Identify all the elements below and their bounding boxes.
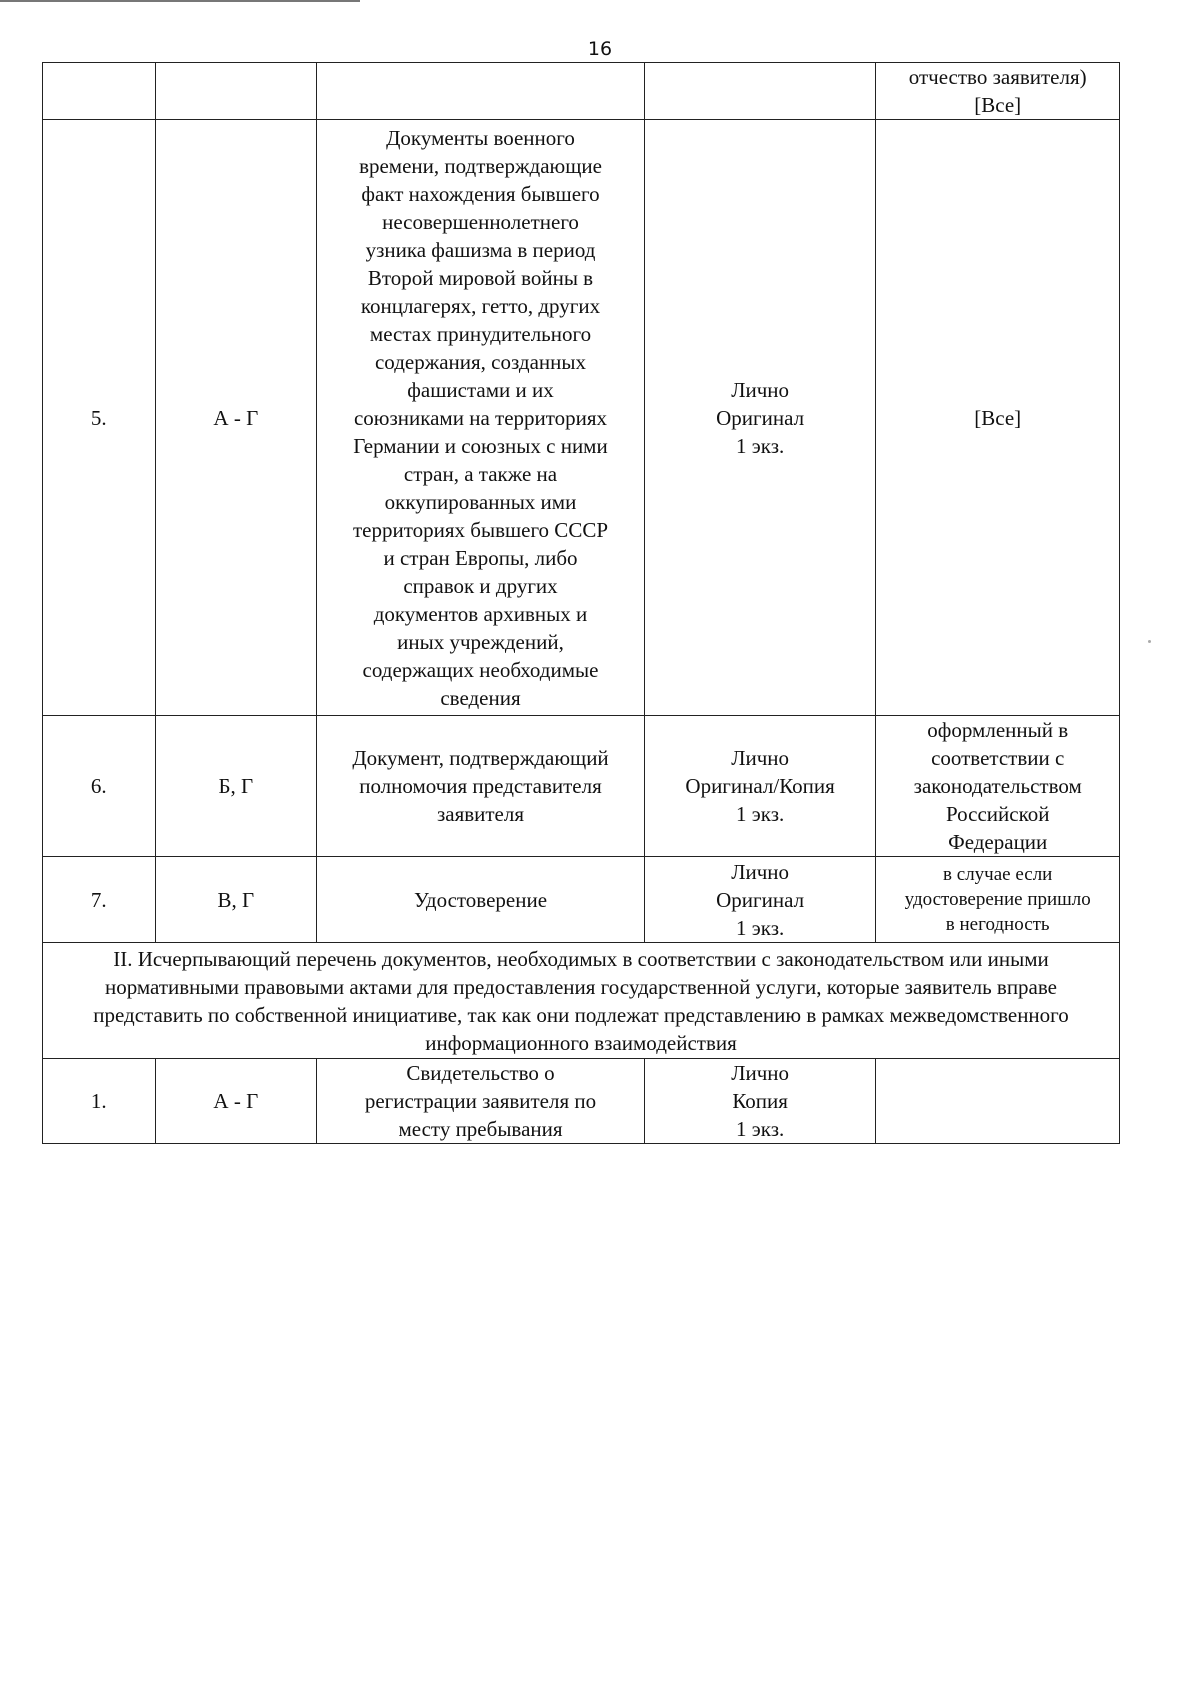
table-section-header bbox=[43, 943, 1120, 1059]
cell-form bbox=[644, 63, 876, 120]
table-row-continuation bbox=[43, 63, 1120, 120]
cell-document: Документы военного времени, подтверждающие факт нахождения бывшего несовершеннолетнего узника фашизма в период Второй мировой войны в концлагерях, гетто, других местах принудительного содержания, созданных фашистами и их союзниками на территориях Германии и союзных с ними стран, а также на оккупированных ими территориях бывшего СССР и стран Европы, либо справок и других документов архивных и иных учреждений, содержащих необходимые сведения bbox=[317, 120, 645, 716]
scan-edge-line bbox=[0, 0, 360, 2]
cell-note: [Все] bbox=[876, 120, 1120, 716]
table-row-7 bbox=[43, 857, 1120, 943]
page-number: 16 bbox=[587, 38, 613, 60]
cell-note: в случае если удостоверение пришло в негодность bbox=[876, 857, 1120, 943]
cell-note bbox=[876, 1059, 1120, 1144]
section-2-title: II. Исчерпывающий перечень документов, необходимых в соответствии с законодательством или иными нормативными правовыми актами для предоставления государственной услуги, которые заявитель вправе представить по собственной инициативе, так как они подлежат представлению в рамках межведомственного информационного взаимодействия bbox=[43, 943, 1120, 1059]
table-row-5 bbox=[43, 120, 1120, 716]
cell-categories: Б, Г bbox=[155, 716, 317, 857]
cell-note: отчество заявителя) [Все] bbox=[876, 63, 1120, 120]
cell-form: Лично Копия 1 экз. bbox=[644, 1059, 876, 1144]
cell-categories bbox=[155, 63, 317, 120]
cell-note: оформленный в соответствии с законодательством Российской Федерации bbox=[876, 716, 1120, 857]
cell-number: 1. bbox=[43, 1059, 156, 1144]
cell-categories: А - Г bbox=[155, 120, 317, 716]
cell-document: Свидетельство о регистрации заявителя по месту пребывания bbox=[317, 1059, 645, 1144]
cell-document: Удостоверение bbox=[317, 857, 645, 943]
documents-table bbox=[42, 62, 1120, 1144]
cell-number: 5. bbox=[43, 120, 156, 716]
cell-form: Лично Оригинал 1 экз. bbox=[644, 120, 876, 716]
table-row-6 bbox=[43, 716, 1120, 857]
cell-form: Лично Оригинал 1 экз. bbox=[644, 857, 876, 943]
cell-form: Лично Оригинал/Копия 1 экз. bbox=[644, 716, 876, 857]
cell-categories: А - Г bbox=[155, 1059, 317, 1144]
scan-speck bbox=[1148, 640, 1151, 643]
cell-number: 7. bbox=[43, 857, 156, 943]
cell-document bbox=[317, 63, 645, 120]
table-row-s2-1 bbox=[43, 1059, 1120, 1144]
cell-categories: В, Г bbox=[155, 857, 317, 943]
cell-number bbox=[43, 63, 156, 120]
cell-document: Документ, подтверждающий полномочия представителя заявителя bbox=[317, 716, 645, 857]
cell-number: 6. bbox=[43, 716, 156, 857]
